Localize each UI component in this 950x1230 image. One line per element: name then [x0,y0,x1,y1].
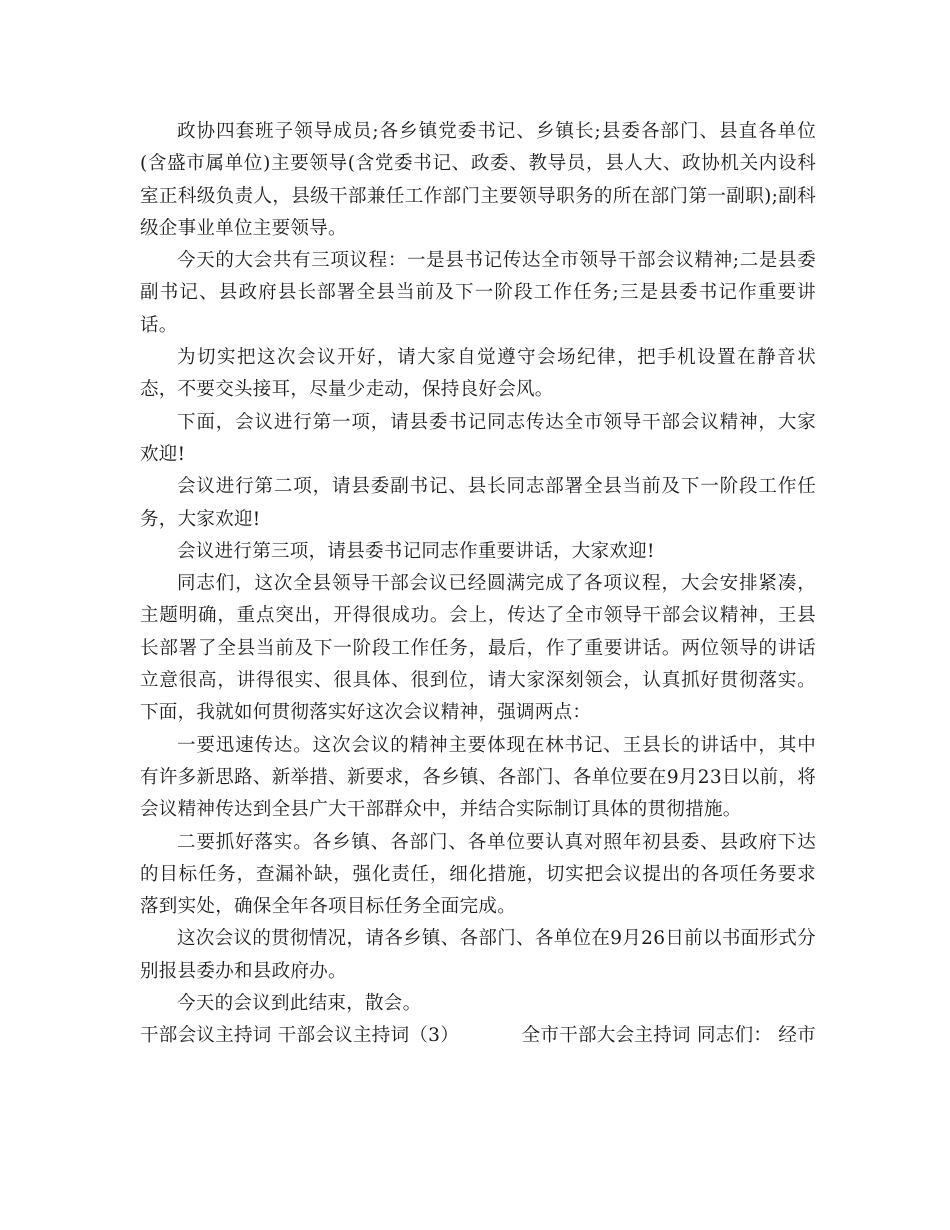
paragraph-item-one: 下面，会议进行第一项，请县委书记同志传达全市领导干部会议精神，大家欢迎! [140,411,816,465]
footer-right-text: 全市干部大会主持词 同志们： 经市 [521,1025,816,1047]
paragraph-discipline: 为切实把这次会议开好，请大家自觉遵守会场纪律，把手机设置在静音状态，不要交头接耳，尽量少走动，保持良好会风。 [140,347,816,401]
paragraph-point-one: 一要迅速传达。这次会议的精神主要体现在林书记、王县长的讲话中，其中有许多新思路、新举措、新要求，各乡镇、各部门、各单位要在9月23日以前，将会议精神传达到全县广大干部群众中，并结合实际制订具体的贯彻措施。 [140,734,816,821]
paragraph-item-three: 会议进行第三项，请县委书记同志作重要讲话，大家欢迎! [177,540,655,562]
paragraph-agenda: 今天的大会共有三项议程：一是县书记传达全市领导干部会议精神;二是县委副书记、县政府县长部署全县当前及下一阶段工作任务;三是县委书记作重要讲话。 [140,250,816,336]
document-body [140,116,816,1053]
paragraph-item-two: 会议进行第二项，请县委副书记、县长同志部署全县当前及下一阶段工作任务，大家欢迎! [140,476,816,530]
paragraph-point-two: 二要抓好落实。各乡镇、各部门、各单位要认真对照年初县委、县政府下达的目标任务，查漏补缺，强化责任，细化措施，切实把会议提出的各项任务要求落到实处，确保全年各项目标任务全面完成。 [140,831,816,918]
footer-line [140,1020,816,1052]
paragraph-attendees: 政协四套班子领导成员;各乡镇党委书记、乡镇长;县委各部门、县直各单位(含盛市属单位)主要领导(含党委书记、政委、教导员，县人大、政协机关内设科室正科级负责人，县级干部兼任工作部门主要领导职务的所在部门第一副职);副科级企事业单位主要领导。 [140,121,816,239]
paragraph-closing: 今天的会议到此结束，散会。 [177,993,422,1015]
paragraph-summary: 同志们，这次全县领导干部会议已经圆满完成了各项议程，大会安排紧凑，主题明确，重点突出，开得很成功。会上，传达了全市领导干部会议精神，王县长部署了全县当前及下一阶段工作任务，最后，作了重要讲话。两位领导的讲话立意很高，讲得很实、很具体、很到位，请大家深刻领会，认真抓好贯彻落实。下面，我就如何贯彻落实好这次会议精神，强调两点： [140,573,816,724]
footer-left-text: 干部会议主持词 干部会议主持词（3） [140,1025,460,1047]
paragraph-report: 这次会议的贯彻情况，请各乡镇、各部门、各单位在9月26日前以书面形式分别报县委办和县政府办。 [140,928,816,982]
